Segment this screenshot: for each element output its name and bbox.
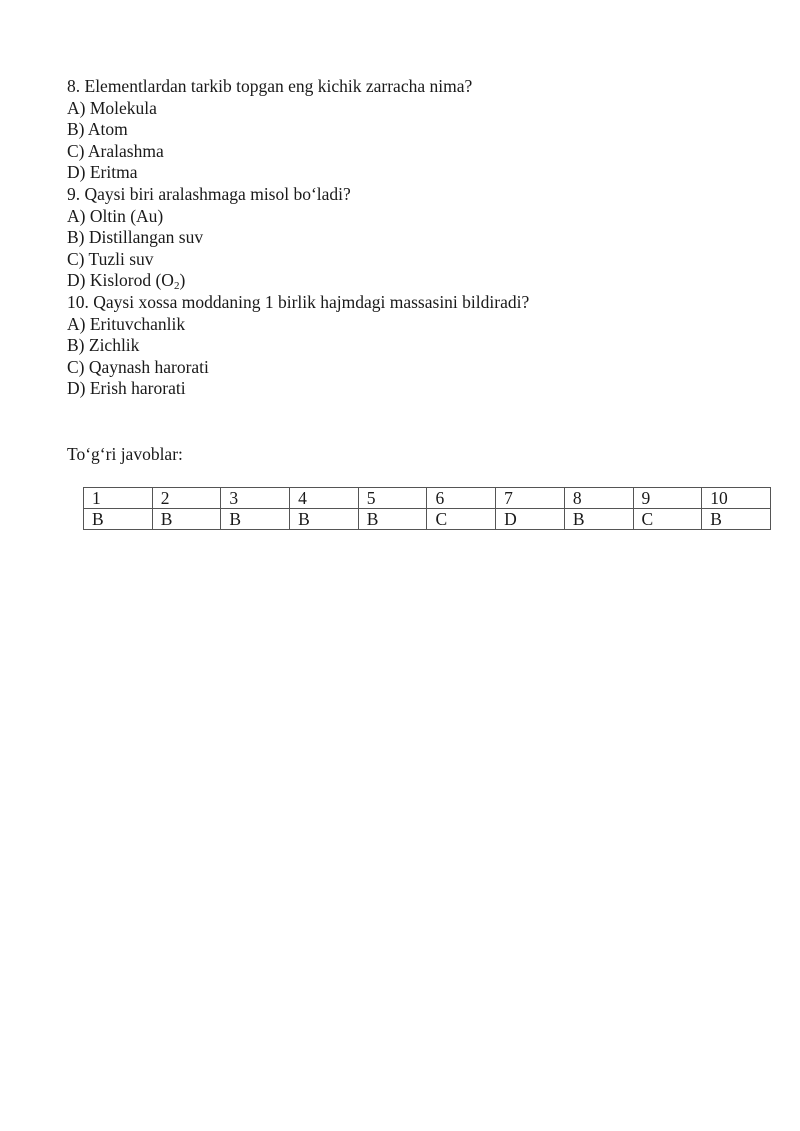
answers-letter-row — [84, 509, 771, 530]
answer-letter-cell: B — [221, 509, 290, 530]
answer-number-cell: 10 — [702, 488, 771, 509]
question-9-option-b: B) Distillangan suv — [67, 227, 204, 248]
document-page — [67, 76, 772, 465]
answers-table — [83, 487, 771, 530]
answer-number-cell: 7 — [496, 488, 565, 509]
question-8-option-b: B) Atom — [67, 119, 128, 140]
answer-number-cell: 4 — [290, 488, 359, 509]
spacer — [67, 400, 772, 443]
question-9-option-a: A) Oltin (Au) — [67, 205, 164, 226]
answer-letter-cell: B — [702, 509, 771, 530]
question-8-option-d: D) Eritma — [67, 162, 138, 183]
answer-letter-cell: C — [427, 509, 496, 530]
question-9-option-d — [67, 270, 772, 292]
answers-title: To‘g‘ri javoblar: — [67, 443, 183, 464]
question-9-option-d-subscript: 2 — [173, 280, 180, 293]
answer-number-cell: 2 — [152, 488, 221, 509]
question-8-text: 8. Elementlardan tarkib topgan eng kichik zarracha nima? — [67, 76, 473, 96]
answer-letter-cell: B — [290, 509, 359, 530]
answer-number-cell: 1 — [84, 488, 153, 509]
question-10-option-a: A) Erituvchanlik — [67, 313, 186, 334]
answer-letter-cell: C — [633, 509, 702, 530]
question-8-option-a: A) Molekula — [67, 97, 157, 118]
question-8-option-c: C) Aralashma — [67, 140, 164, 161]
answer-letter-cell: B — [152, 509, 221, 530]
answer-letter-cell: B — [84, 509, 153, 530]
question-10-option-d: D) Erish harorati — [67, 378, 186, 399]
answer-number-cell: 9 — [633, 488, 702, 509]
answer-letter-cell: D — [496, 509, 565, 530]
question-9-option-d-main: D) Kislorod (O — [67, 270, 174, 291]
answer-number-cell: 3 — [221, 488, 290, 509]
answer-letter-cell: B — [358, 509, 427, 530]
answers-number-row — [84, 488, 771, 509]
question-9-text: 9. Qaysi biri aralashmaga misol bo‘ladi? — [67, 183, 351, 204]
question-9-option-d-close: ) — [179, 270, 186, 291]
answer-letter-cell: B — [564, 509, 633, 530]
question-10-text: 10. Qaysi xossa moddaning 1 birlik hajmdagi massasini bildiradi? — [67, 291, 530, 312]
answer-number-cell: 6 — [427, 488, 496, 509]
answer-number-cell: 8 — [564, 488, 633, 509]
question-9-option-c: C) Tuzli suv — [67, 248, 154, 269]
question-10-option-b: B) Zichlik — [67, 335, 140, 356]
answer-number-cell: 5 — [358, 488, 427, 509]
question-10-option-c: C) Qaynash harorati — [67, 356, 209, 377]
